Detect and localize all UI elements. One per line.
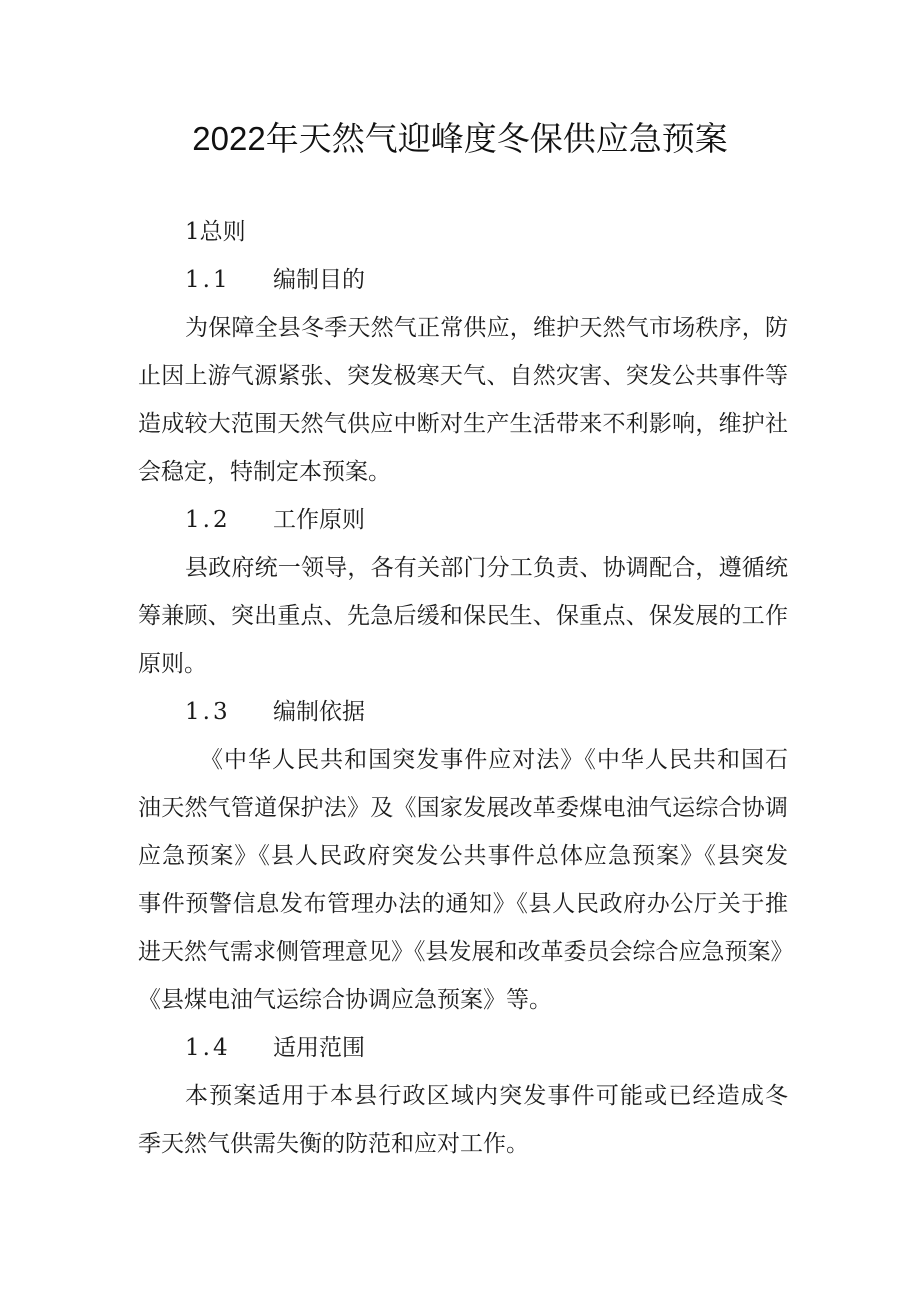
section-heading-1-1 [138,256,788,304]
paragraph-line: 《县煤电油气运综合协调应急预案》等。 [138,987,552,1013]
section-number: 1.2 [185,507,231,533]
section-title: 编制依据 [273,699,365,725]
section-number: 1 [185,219,200,245]
paragraph-line: 事件预警信息发布管理办法的通知》《县人民政府办公厅关于推 [138,891,788,917]
section-heading-1-3 [138,688,788,736]
paragraph-1-2 [138,544,788,688]
section-number: 1.1 [185,267,231,293]
section-number: 1.4 [185,1035,231,1061]
document-title: 2022年天然气迎峰度冬保供应急预案 [192,120,728,157]
section-heading-1-4 [138,1024,788,1072]
section-heading-1 [138,208,788,256]
paragraph-line: 原则。 [138,651,207,677]
paragraph-line: 应急预案》《县人民政府突发公共事件总体应急预案》《县突发 [138,843,788,869]
paragraph-line: 《中华人民共和国突发事件应对法》《中华人民共和国石 [200,747,788,773]
paragraph-1-3 [138,736,794,1024]
paragraph-1-1 [138,304,788,496]
section-title: 工作原则 [273,507,365,533]
paragraph-line: 止因上游气源紧张、突发极寒天气、自然灾害、突发公共事件等 [138,363,788,389]
paragraph-line: 进天然气需求侧管理意见》《县发展和改革委员会综合应急预案》 [138,939,794,965]
document-body [138,208,794,1168]
section-title: 适用范围 [273,1035,365,1061]
paragraph-1-4 [138,1072,788,1168]
paragraph-line: 油天然气管道保护法》及《国家发展改革委煤电油气运综合协调 [138,795,788,821]
paragraph-line: 造成较大范围天然气供应中断对生产生活带来不利影响，维护社 [138,411,788,437]
paragraph-line: 为保障全县冬季天然气正常供应，维护天然气市场秩序，防 [185,315,788,341]
section-title: 总则 [199,219,246,245]
paragraph-line: 筹兼顾、突出重点、先急后缓和保民生、保重点、保发展的工作 [138,603,788,629]
section-title: 编制目的 [273,267,365,293]
section-heading-1-2 [138,496,788,544]
section-number: 1.3 [185,699,231,725]
paragraph-line: 季天然气供需失衡的防范和应对工作。 [138,1131,529,1157]
paragraph-line: 本预案适用于本县行政区域内突发事件可能或已经造成冬 [185,1083,788,1109]
paragraph-line: 县政府统一领导，各有关部门分工负责、协调配合，遵循统 [185,555,788,581]
paragraph-line: 会稳定，特制定本预案。 [138,459,391,485]
